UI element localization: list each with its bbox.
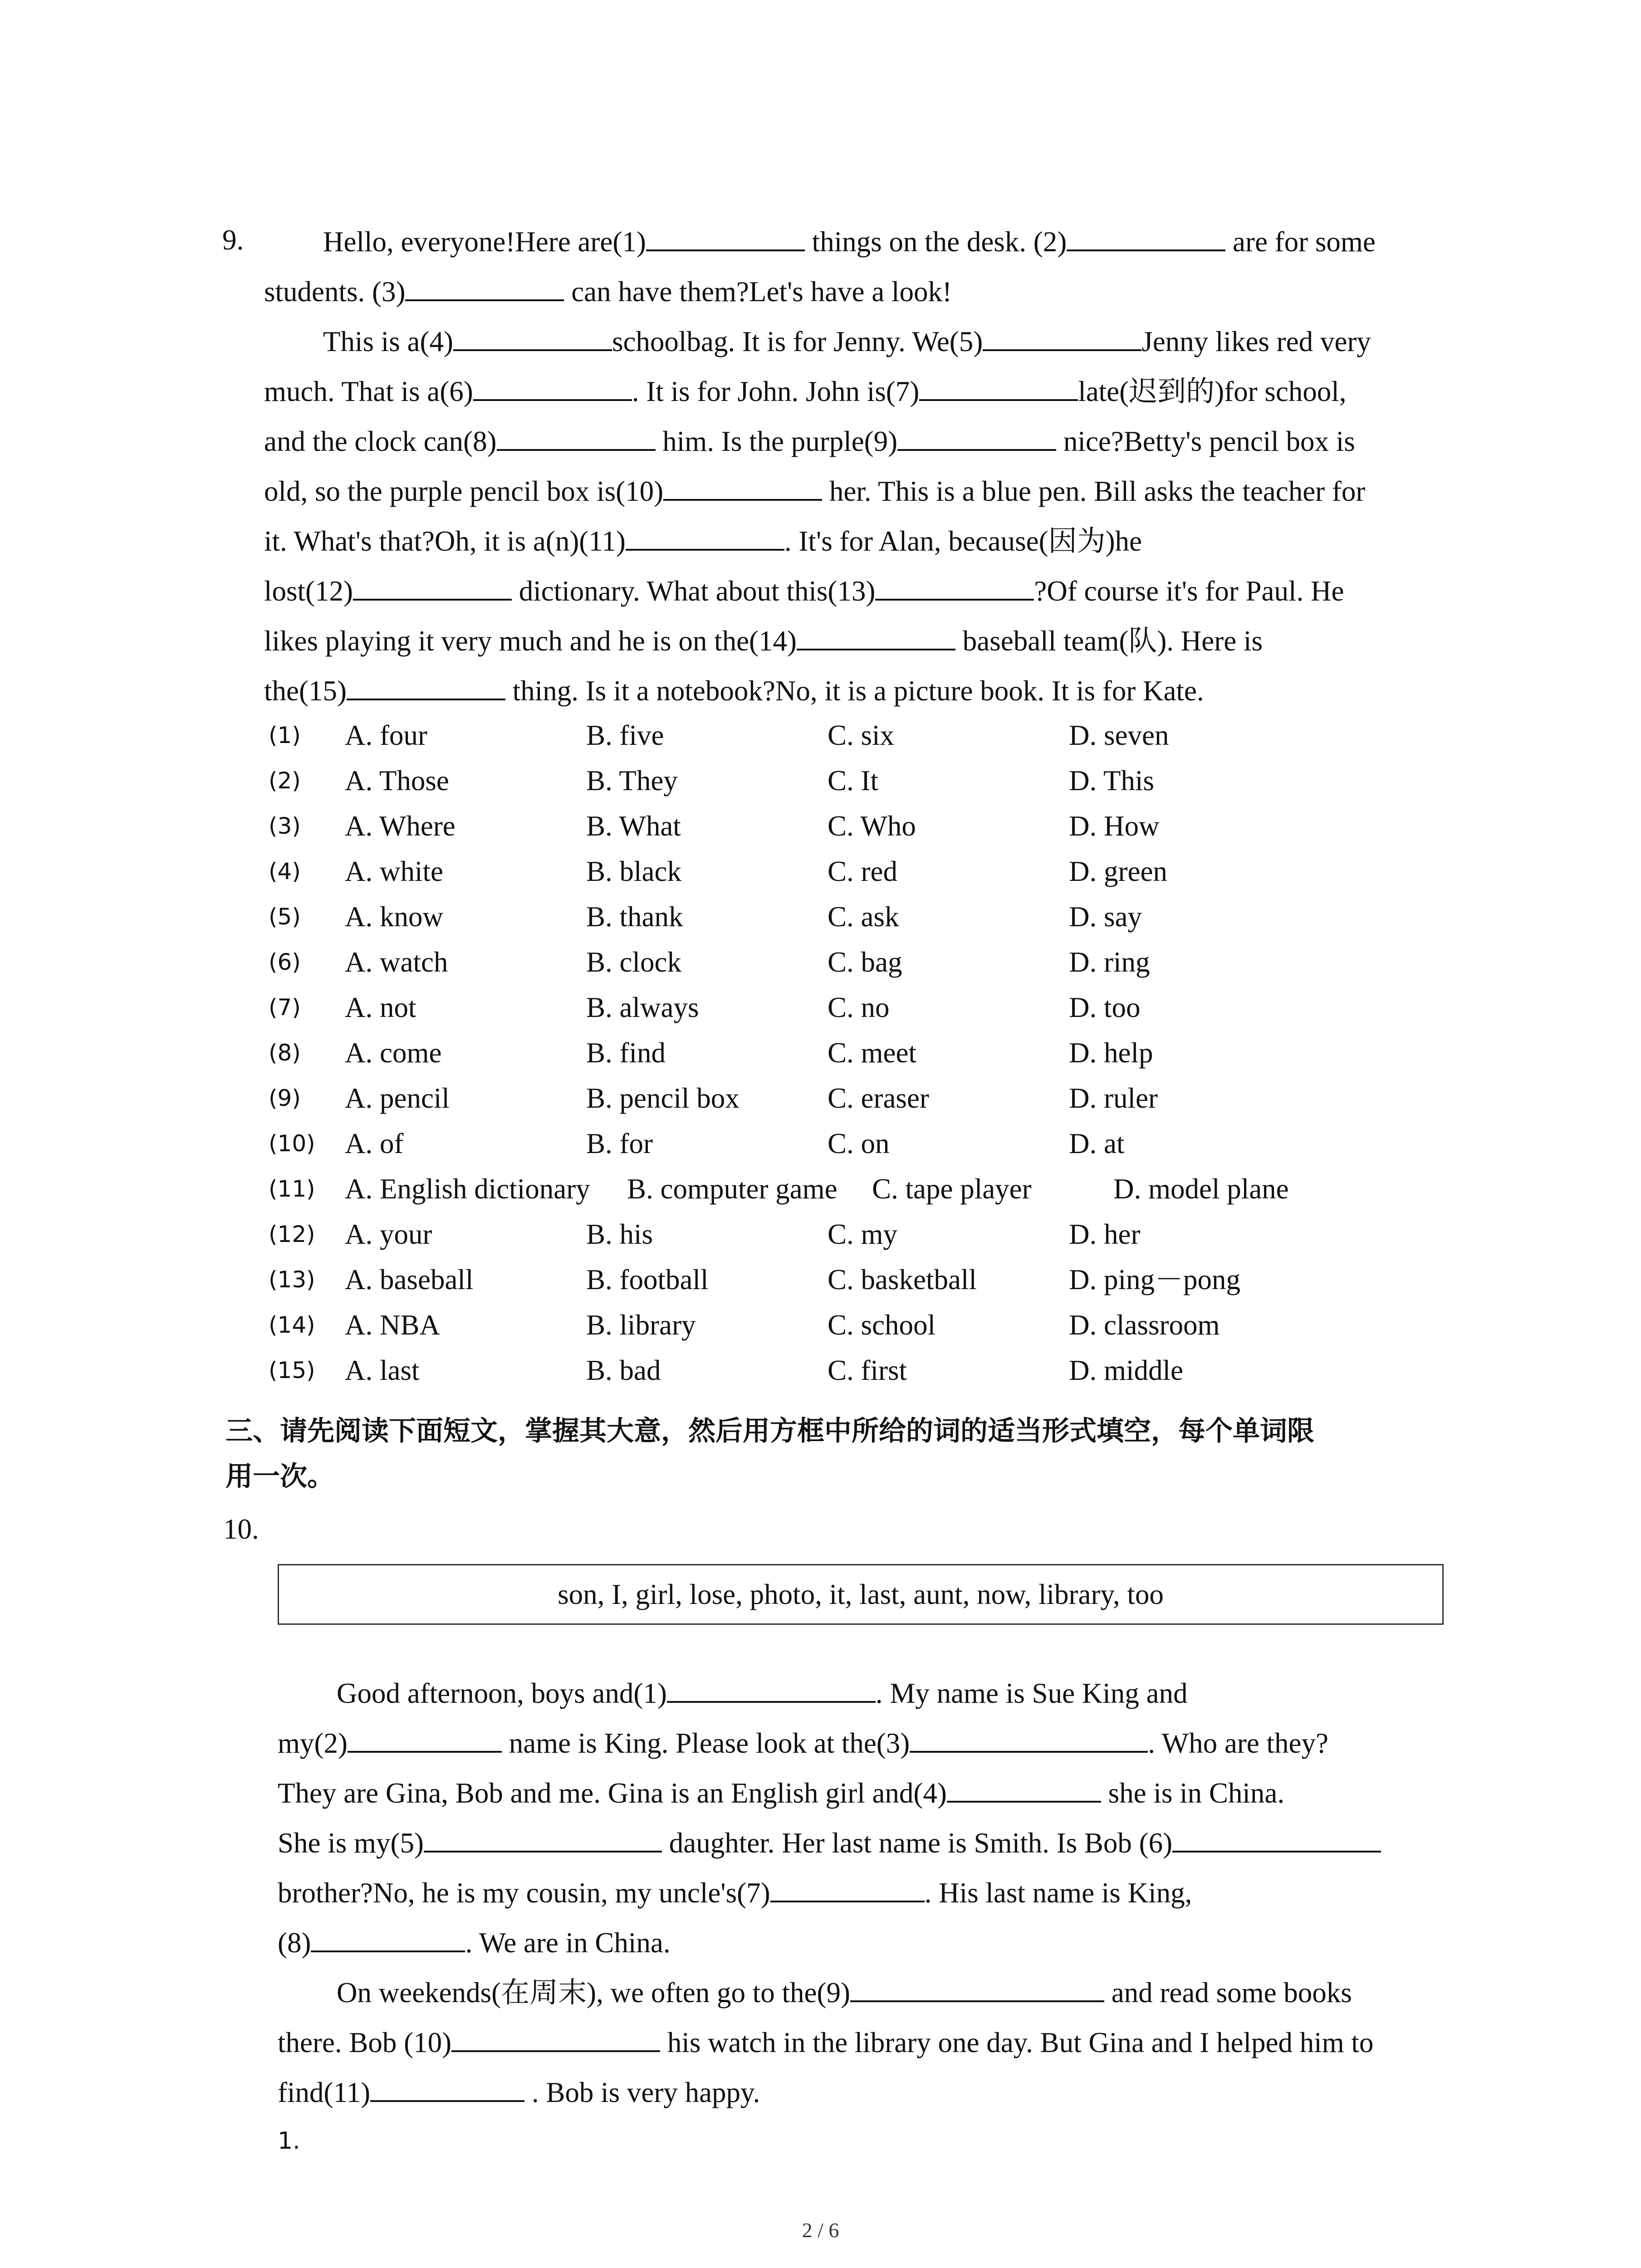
q9-text: old, so the purple pencil box is(10) <box>264 475 664 507</box>
option-c[interactable]: C. red <box>828 855 897 887</box>
q10-text: brother?No, he is my cousin, my uncle's(7) <box>278 1877 770 1909</box>
answer-blank[interactable] <box>353 575 512 601</box>
q9-text: it. What's that?Oh, it is a(n)(11) <box>264 525 626 557</box>
q10-text: . Bob is very happy. <box>524 2077 760 2108</box>
q9-text: Jenny likes red very <box>1141 326 1371 357</box>
q10-line-2 <box>278 1727 1328 1758</box>
option-d[interactable]: D. model plane <box>1113 1173 1289 1205</box>
q9-line-5 <box>264 425 1355 456</box>
q10-text: . We are in China. <box>465 1927 671 1959</box>
option-a[interactable]: A. English dictionary <box>345 1173 590 1205</box>
option-c[interactable]: C. my <box>828 1218 898 1250</box>
option-b[interactable]: B. bad <box>586 1354 661 1386</box>
q9-text: him. Is the purple(9) <box>655 425 898 457</box>
option-d[interactable]: D. seven <box>1069 719 1169 751</box>
option-d[interactable]: D. How <box>1069 810 1160 842</box>
q10-text: she is in China. <box>1101 1777 1285 1809</box>
option-b[interactable]: B. clock <box>586 946 681 978</box>
q10-text: daughter. Her last name is Smith. Is Bob (6) <box>661 1827 1173 1859</box>
answer-blank[interactable] <box>797 625 955 650</box>
answer-blank[interactable] <box>983 326 1141 351</box>
option-number: (2) <box>269 767 301 794</box>
option-c[interactable]: C. on <box>828 1128 890 1159</box>
option-b[interactable]: B. football <box>586 1264 709 1295</box>
option-number: (13) <box>269 1266 315 1293</box>
q9-text: schoolbag. It is for Jenny. We(5) <box>612 326 983 357</box>
option-d[interactable]: D. ruler <box>1069 1082 1158 1114</box>
q9-text: late(迟到的)for school, <box>1078 376 1347 407</box>
option-number: (10) <box>269 1130 315 1157</box>
option-d[interactable]: D. too <box>1069 992 1141 1023</box>
option-c[interactable]: C. six <box>828 719 895 751</box>
option-c[interactable]: C. It <box>828 765 879 797</box>
option-number: (11) <box>269 1176 315 1202</box>
q9-text: can have them?Let's have a look! <box>564 276 952 308</box>
option-number: (15) <box>269 1357 315 1383</box>
q9-text: things on the desk. (2) <box>804 226 1067 258</box>
sub-question-number: 1. <box>278 2127 300 2155</box>
answer-blank[interactable] <box>947 1777 1101 1803</box>
option-b[interactable]: B. thank <box>586 901 683 933</box>
q9-text: are for some <box>1225 226 1376 258</box>
answer-blank[interactable] <box>919 376 1078 401</box>
option-a[interactable]: A. watch <box>345 946 448 978</box>
option-number: (3) <box>269 813 301 839</box>
q10-text: and read some books <box>1104 1977 1352 2009</box>
q10-text: there. Bob (10) <box>278 2027 452 2058</box>
option-a[interactable]: A. last <box>345 1354 420 1386</box>
answer-blank[interactable] <box>626 525 784 551</box>
option-b[interactable]: B. They <box>586 765 678 797</box>
answer-blank[interactable] <box>473 376 632 401</box>
page-number: 2 / 6 <box>802 2219 839 2242</box>
question-number-9: 9. <box>222 224 244 256</box>
q10-line-6 <box>278 1927 671 1957</box>
option-c[interactable]: C. meet <box>828 1037 916 1069</box>
option-b[interactable]: B. computer game <box>627 1173 838 1205</box>
answer-blank[interactable] <box>646 226 805 251</box>
q10-text: find(11) <box>278 2077 371 2108</box>
option-d[interactable]: D. classroom <box>1069 1309 1220 1341</box>
option-number: (4) <box>269 858 301 885</box>
option-a[interactable]: A. Those <box>345 765 449 797</box>
section-heading-line-1: 三、请先阅读下面短文，掌握其大意，然后用方框中所给的词的适当形式填空，每个单词限 <box>225 1415 1314 1447</box>
q10-line-9 <box>278 2077 760 2107</box>
option-b[interactable]: B. What <box>586 810 681 842</box>
q10-line-5 <box>278 1877 1192 1907</box>
answer-blank[interactable] <box>405 276 564 301</box>
q9-text: This is a(4) <box>323 326 453 357</box>
option-b[interactable]: B. his <box>586 1218 653 1250</box>
option-number: (9) <box>269 1085 301 1111</box>
option-a[interactable]: A. your <box>345 1218 432 1250</box>
option-a[interactable]: A. white <box>345 855 443 887</box>
q9-text: dictionary. What about this(13) <box>511 575 876 607</box>
q9-line-4 <box>264 376 1347 406</box>
option-number: (1) <box>269 722 301 748</box>
option-a[interactable]: A. pencil <box>345 1082 450 1114</box>
q9-text: her. This is a blue pen. Bill asks the teacher for <box>822 475 1366 507</box>
q9-text: nice?Betty's pencil box is <box>1056 425 1355 457</box>
q9-text: lost(12) <box>264 575 353 607</box>
option-a[interactable]: A. of <box>345 1128 404 1159</box>
option-c[interactable]: C. ask <box>828 901 899 933</box>
option-b[interactable]: B. pencil box <box>586 1082 740 1114</box>
option-number: (12) <box>269 1221 315 1247</box>
q10-text: . Who are they? <box>1148 1727 1328 1759</box>
q10-text: name is King. Please look at the(3) <box>501 1727 910 1759</box>
q9-text: . It is for John. John is(7) <box>632 376 920 407</box>
option-d[interactable]: D. ring <box>1069 946 1150 978</box>
section-heading-line-2: 用一次。 <box>225 1461 334 1492</box>
option-a[interactable]: A. come <box>345 1037 442 1069</box>
answer-blank[interactable] <box>850 1977 1104 2002</box>
word-box-text: son, I, girl, lose, photo, it, last, aunt, now, library, too <box>558 1578 1164 1610</box>
answer-blank[interactable] <box>348 1727 502 1753</box>
option-d[interactable]: D. green <box>1069 855 1167 887</box>
option-d[interactable]: D. middle <box>1069 1354 1183 1386</box>
option-c[interactable]: C. school <box>828 1309 936 1341</box>
option-number: (8) <box>269 1040 301 1066</box>
option-c[interactable]: C. no <box>828 992 890 1023</box>
option-a[interactable]: A. know <box>345 901 443 933</box>
q9-line-2 <box>264 276 952 306</box>
q9-line-3 <box>323 326 1371 356</box>
q9-text: . It's for Alan, because(因为)he <box>784 525 1142 557</box>
option-c[interactable]: C. tape player <box>872 1173 1032 1205</box>
option-b[interactable]: B. library <box>586 1309 696 1341</box>
answer-blank[interactable] <box>875 575 1034 601</box>
option-d[interactable]: D. ping－pong <box>1069 1264 1240 1295</box>
q9-text: students. (3) <box>264 276 406 308</box>
option-number: (14) <box>269 1312 315 1338</box>
option-b[interactable]: B. black <box>586 855 681 887</box>
answer-blank[interactable] <box>370 2077 524 2102</box>
q10-text: . My name is Sue King and <box>875 1677 1188 1709</box>
q10-text: She is my(5) <box>278 1827 424 1859</box>
answer-blank[interactable] <box>667 1677 876 1703</box>
q9-line-9 <box>264 625 1263 655</box>
option-b[interactable]: B. for <box>586 1128 653 1159</box>
option-c[interactable]: C. bag <box>828 946 902 978</box>
q10-line-3 <box>278 1777 1284 1808</box>
option-a[interactable]: A. Where <box>345 810 456 842</box>
q9-text: the(15) <box>264 675 347 707</box>
answer-blank[interactable] <box>770 1877 925 1902</box>
answer-blank[interactable] <box>663 475 822 501</box>
option-c[interactable]: C. eraser <box>828 1082 929 1114</box>
section-heading <box>225 1408 1314 1499</box>
word-box <box>278 1564 1444 1625</box>
q9-line-6 <box>264 475 1365 506</box>
q10-line-4 <box>278 1827 1381 1857</box>
q9-text: and the clock can(8) <box>264 425 497 457</box>
q10-text: . His last name is King, <box>924 1877 1192 1909</box>
answer-blank[interactable] <box>897 425 1056 451</box>
answer-blank[interactable] <box>424 1827 662 1853</box>
option-c[interactable]: C. first <box>828 1354 907 1386</box>
q10-text: my(2) <box>278 1727 348 1759</box>
q10-line-7 <box>337 1977 1352 2007</box>
option-number: (7) <box>269 994 301 1021</box>
q10-text: On weekends(在周末), we often go to the(9) <box>337 1977 850 2009</box>
q9-text: much. That is a(6) <box>264 376 473 407</box>
answer-blank[interactable] <box>1172 1827 1381 1853</box>
option-a[interactable]: A. four <box>345 719 427 751</box>
answer-blank[interactable] <box>311 1927 465 1952</box>
option-d[interactable]: D. her <box>1069 1218 1141 1250</box>
q10-text: Good afternoon, boys and(1) <box>337 1677 667 1709</box>
option-d[interactable]: D. say <box>1069 901 1142 933</box>
option-b[interactable]: B. find <box>586 1037 666 1069</box>
q9-text: baseball team(队). Here is <box>955 625 1263 657</box>
q10-line-8 <box>278 2027 1373 2057</box>
option-a[interactable]: A. baseball <box>345 1264 474 1295</box>
q9-line-7 <box>264 525 1142 556</box>
q9-line-10 <box>264 675 1204 705</box>
answer-blank[interactable] <box>451 2027 660 2052</box>
q9-text: likes playing it very much and he is on the(14) <box>264 625 797 657</box>
q9-text: ?Of course it's for Paul. He <box>1034 575 1344 607</box>
q9-line-8 <box>264 575 1344 606</box>
option-a[interactable]: A. NBA <box>345 1309 441 1341</box>
q10-line-1 <box>337 1677 1188 1708</box>
answer-blank[interactable] <box>910 1727 1148 1753</box>
q9-text: thing. Is it a notebook?No, it is a picture book. It is for Kate. <box>505 675 1204 707</box>
option-b[interactable]: B. always <box>586 992 699 1023</box>
option-a[interactable]: A. not <box>345 992 416 1023</box>
option-c[interactable]: C. basketball <box>828 1264 977 1295</box>
option-d[interactable]: D. help <box>1069 1037 1153 1069</box>
q10-text: his watch in the library one day. But Gina and I helped him to <box>660 2027 1374 2058</box>
answer-blank[interactable] <box>347 675 505 700</box>
answer-blank[interactable] <box>497 425 656 451</box>
answer-blank[interactable] <box>453 326 612 351</box>
option-c[interactable]: C. Who <box>828 810 916 842</box>
option-d[interactable]: D. This <box>1069 765 1154 797</box>
q9-line-1 <box>323 226 1376 256</box>
option-number: (5) <box>269 904 301 930</box>
q9-text: Hello, everyone!Here are(1) <box>323 226 646 258</box>
option-b[interactable]: B. five <box>586 719 664 751</box>
option-number: (6) <box>269 949 301 975</box>
q10-text: (8) <box>278 1927 311 1959</box>
answer-blank[interactable] <box>1067 226 1225 251</box>
q10-text: They are Gina, Bob and me. Gina is an English girl and(4) <box>278 1777 947 1809</box>
option-d[interactable]: D. at <box>1069 1128 1125 1159</box>
question-number-10: 10. <box>223 1513 259 1545</box>
